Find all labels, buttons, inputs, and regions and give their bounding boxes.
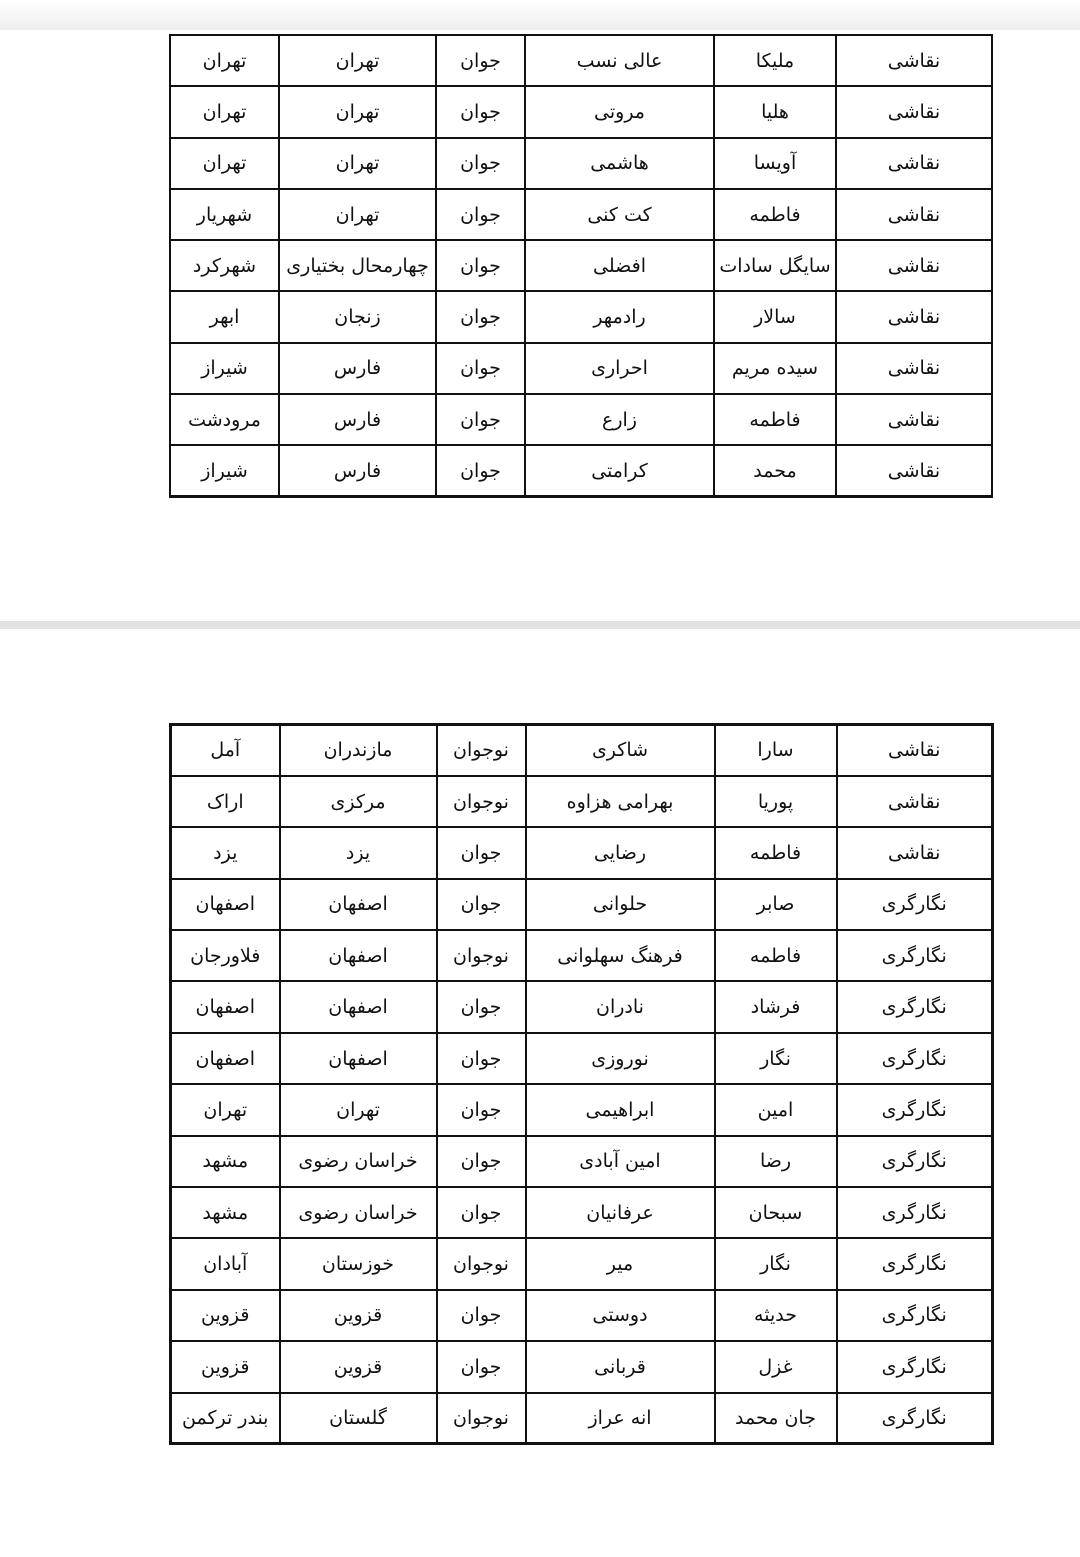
age-group-cell: جوان [436,343,525,394]
last-name-cell: رضایی [526,827,715,878]
city-cell: تهران [170,86,279,137]
city-cell: اصفهان [171,879,280,930]
field-cell: نگارگری [837,981,993,1032]
first-name-cell: نگار [715,1033,837,1084]
age-group-cell: جوان [436,445,525,496]
city-cell: مرودشت [170,394,279,445]
first-name-cell: سیده مریم [714,343,836,394]
first-name-cell: سارا [715,725,837,776]
last-name-cell: عالی نسب [525,35,714,86]
age-group-cell: جوان [436,291,525,342]
city-cell: ابهر [170,291,279,342]
table-row [171,776,993,827]
first-name-cell: سایگل سادات [714,240,836,291]
field-cell: نقاشی [836,394,992,445]
age-group-cell: نوجوان [437,930,526,981]
page-top-edge [0,0,1080,30]
table-row [171,1187,993,1238]
city-cell: اصفهان [171,981,280,1032]
last-name-cell: رادمهر [525,291,714,342]
field-cell: نگارگری [837,1136,993,1187]
age-group-cell: جوان [437,1033,526,1084]
age-group-cell: جوان [437,1187,526,1238]
province-cell: تهران [279,35,436,86]
page-separator [0,621,1080,629]
province-cell: گلستان [280,1393,437,1444]
age-group-cell: جوان [437,827,526,878]
field-cell: نگارگری [837,1187,993,1238]
city-cell: شیراز [170,343,279,394]
table-row [170,138,992,189]
province-cell: مازندران [280,725,437,776]
first-name-cell: آویسا [714,138,836,189]
city-cell: شهرکرد [170,240,279,291]
age-group-cell: جوان [436,240,525,291]
field-cell: نگارگری [837,1393,993,1444]
age-group-cell: جوان [437,1136,526,1187]
city-cell: مشهد [171,1136,280,1187]
field-cell: نگارگری [837,1084,993,1135]
last-name-cell: دوستی [526,1290,715,1341]
last-name-cell: فرهنگ سهلوانی [526,930,715,981]
field-cell: نقاشی [836,291,992,342]
age-group-cell: جوان [437,1084,526,1135]
age-group-cell: جوان [436,138,525,189]
province-cell: تهران [280,1084,437,1135]
field-cell: نگارگری [837,1238,993,1289]
first-name-cell: سبحان [715,1187,837,1238]
age-group-cell: جوان [436,86,525,137]
first-name-cell: فاطمه [714,394,836,445]
province-cell: فارس [279,343,436,394]
province-cell: تهران [279,86,436,137]
last-name-cell: نوروزی [526,1033,715,1084]
first-name-cell: پوریا [715,776,837,827]
participants-table-1 [169,34,993,498]
city-cell: بندر ترکمن [171,1393,280,1444]
city-cell: آمل [171,725,280,776]
province-cell: اصفهان [280,981,437,1032]
first-name-cell: رضا [715,1136,837,1187]
field-cell: نقاشی [836,189,992,240]
city-cell: مشهد [171,1187,280,1238]
age-group-cell: جوان [436,189,525,240]
last-name-cell: هاشمی [525,138,714,189]
last-name-cell: ابراهیمی [526,1084,715,1135]
province-cell: خوزستان [280,1238,437,1289]
city-cell: شیراز [170,445,279,496]
table-row [171,1393,993,1444]
field-cell: نقاشی [837,776,993,827]
last-name-cell: کرامتی [525,445,714,496]
table-row [171,930,993,981]
first-name-cell: حدیثه [715,1290,837,1341]
first-name-cell: محمد [714,445,836,496]
province-cell: فارس [279,394,436,445]
age-group-cell: نوجوان [437,776,526,827]
field-cell: نقاشی [836,86,992,137]
table-row [171,981,993,1032]
last-name-cell: مروتی [525,86,714,137]
province-cell: اصفهان [280,1033,437,1084]
table-row [171,1084,993,1135]
field-cell: نقاشی [837,827,993,878]
city-cell: تهران [170,138,279,189]
age-group-cell: جوان [437,981,526,1032]
city-cell: قزوین [171,1290,280,1341]
table-row [171,879,993,930]
first-name-cell: نگار [715,1238,837,1289]
age-group-cell: جوان [437,879,526,930]
table-row [170,189,992,240]
table-row [171,1290,993,1341]
last-name-cell: کت کنی [525,189,714,240]
city-cell: تهران [170,35,279,86]
table-row [171,1341,993,1392]
age-group-cell: نوجوان [437,1238,526,1289]
last-name-cell: شاکری [526,725,715,776]
province-cell: اصفهان [280,879,437,930]
last-name-cell: بهرامی هزاوه [526,776,715,827]
city-cell: اراک [171,776,280,827]
age-group-cell: جوان [437,1341,526,1392]
first-name-cell: غزل [715,1341,837,1392]
first-name-cell: هلیا [714,86,836,137]
field-cell: نگارگری [837,1290,993,1341]
age-group-cell: جوان [436,394,525,445]
table-row [171,1033,993,1084]
field-cell: نقاشی [836,138,992,189]
field-cell: نقاشی [836,35,992,86]
age-group-cell: نوجوان [437,725,526,776]
province-cell: فارس [279,445,436,496]
first-name-cell: فاطمه [714,189,836,240]
last-name-cell: میر [526,1238,715,1289]
city-cell: آبادان [171,1238,280,1289]
first-name-cell: فرشاد [715,981,837,1032]
province-cell: قزوین [280,1341,437,1392]
field-cell: نقاشی [836,343,992,394]
table-row [170,240,992,291]
province-cell: مرکزی [280,776,437,827]
last-name-cell: حلوانی [526,879,715,930]
city-cell: اصفهان [171,1033,280,1084]
table-row [170,86,992,137]
table-row [171,1136,993,1187]
city-cell: قزوین [171,1341,280,1392]
table-row [170,394,992,445]
last-name-cell: زارع [525,394,714,445]
table-row [170,343,992,394]
city-cell: تهران [171,1084,280,1135]
first-name-cell: ملیکا [714,35,836,86]
field-cell: نگارگری [837,1033,993,1084]
last-name-cell: امین آبادی [526,1136,715,1187]
age-group-cell: جوان [436,35,525,86]
table-body [170,35,992,497]
last-name-cell: قربانی [526,1341,715,1392]
field-cell: نقاشی [836,240,992,291]
last-name-cell: نادران [526,981,715,1032]
first-name-cell: امین [715,1084,837,1135]
field-cell: نگارگری [837,1341,993,1392]
age-group-cell: نوجوان [437,1393,526,1444]
field-cell: نقاشی [837,725,993,776]
table-body [171,725,993,1444]
table-row [170,445,992,496]
first-name-cell: فاطمه [715,827,837,878]
province-cell: خراسان رضوی [280,1136,437,1187]
province-cell: قزوین [280,1290,437,1341]
province-cell: چهارمحال بختیاری [279,240,436,291]
province-cell: تهران [279,138,436,189]
table-row [171,1238,993,1289]
last-name-cell: عرفانیان [526,1187,715,1238]
province-cell: یزد [280,827,437,878]
city-cell: یزد [171,827,280,878]
first-name-cell: سالار [714,291,836,342]
city-cell: فلاورجان [171,930,280,981]
city-cell: شهریار [170,189,279,240]
last-name-cell: افضلی [525,240,714,291]
table-row [170,291,992,342]
table-row [171,725,993,776]
last-name-cell: انه عراز [526,1393,715,1444]
first-name-cell: جان محمد [715,1393,837,1444]
field-cell: نقاشی [836,445,992,496]
field-cell: نگارگری [837,879,993,930]
last-name-cell: احراری [525,343,714,394]
first-name-cell: صابر [715,879,837,930]
province-cell: زنجان [279,291,436,342]
province-cell: اصفهان [280,930,437,981]
field-cell: نگارگری [837,930,993,981]
age-group-cell: جوان [437,1290,526,1341]
table-row [171,827,993,878]
participants-table-2 [169,723,994,1445]
province-cell: تهران [279,189,436,240]
province-cell: خراسان رضوی [280,1187,437,1238]
table-row [170,35,992,86]
first-name-cell: فاطمه [715,930,837,981]
